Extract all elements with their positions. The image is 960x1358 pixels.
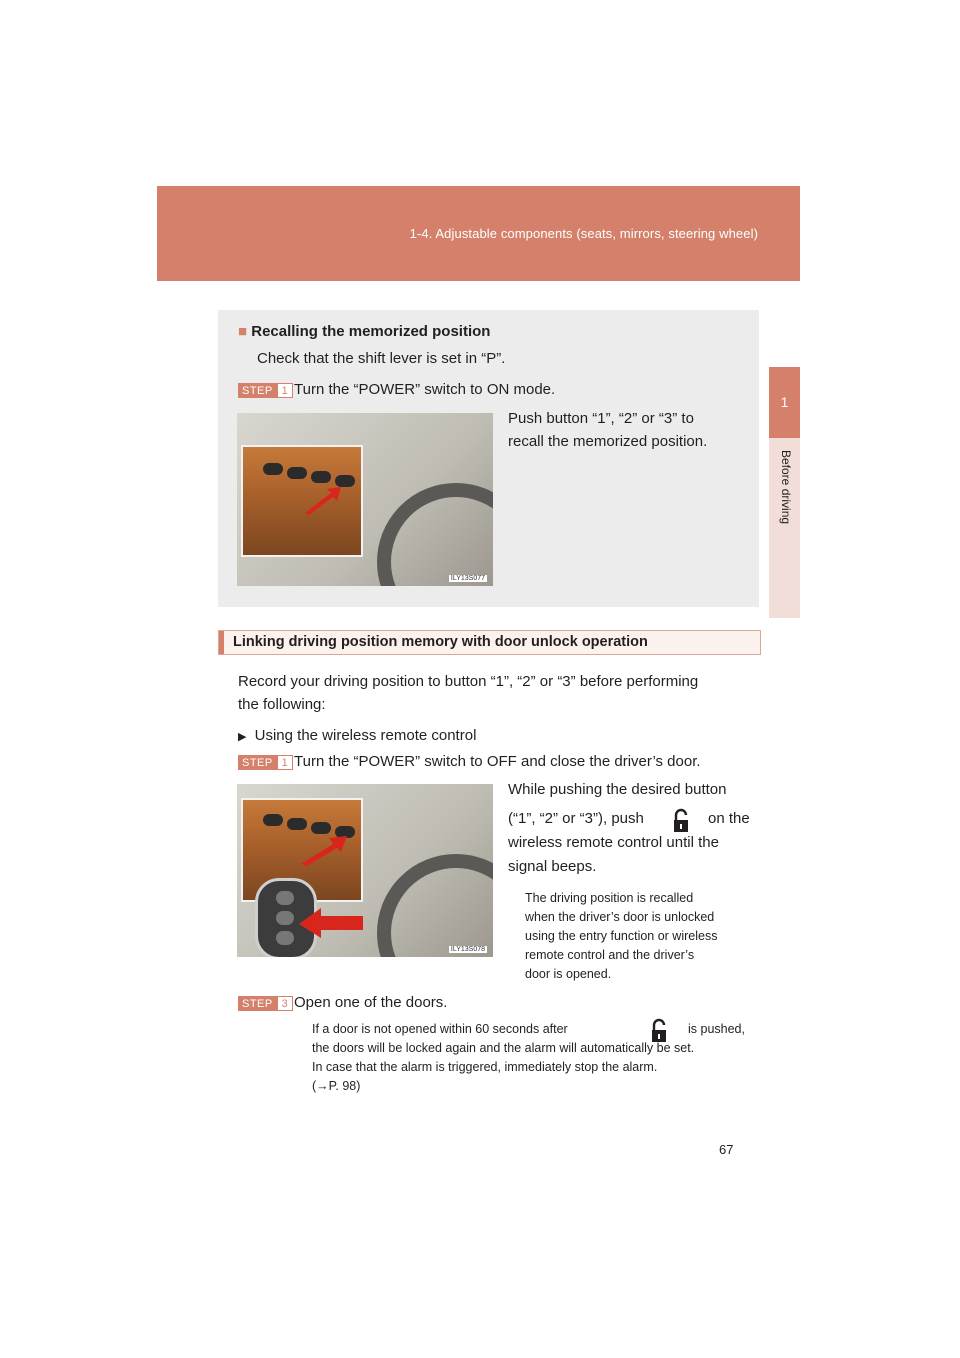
step-number: 1 xyxy=(277,383,293,398)
fob-trunk-button xyxy=(276,931,294,945)
linking-step3-badge xyxy=(238,996,293,1011)
linking-note-line4: remote control and the driver’s xyxy=(525,948,695,962)
step-label: STEP xyxy=(238,755,277,770)
recall-step2-line1: Push button “1”, “2” or “3” to xyxy=(508,410,694,427)
recall-intro: Check that the shift lever is set in “P”. xyxy=(257,350,506,367)
linking-step2-line1: While pushing the desired button xyxy=(508,781,727,798)
square-bullet-icon: ■ xyxy=(238,323,248,340)
memory-button-3 xyxy=(311,822,331,834)
step-number: 3 xyxy=(277,996,293,1011)
memory-button-1 xyxy=(263,463,283,475)
photo-code-1: ILY13S077 xyxy=(450,575,485,582)
bullet-row xyxy=(238,727,476,744)
memory-button-2 xyxy=(287,818,307,830)
linking-step2-line2b: on the xyxy=(708,810,750,827)
memory-button-1 xyxy=(263,814,283,826)
fob-unlock-button xyxy=(276,911,294,925)
fob-lock-button xyxy=(276,891,294,905)
linking-step2-line3: wireless remote control until the xyxy=(508,834,719,851)
step-label: STEP xyxy=(238,383,277,398)
chapter-header-bar xyxy=(157,186,800,281)
steering-wheel-shape xyxy=(377,483,493,586)
linking-note-line3: using the entry function or wireless xyxy=(525,929,718,943)
recall-step1-text: Turn the “POWER” switch to ON mode. xyxy=(294,381,556,398)
memory-buttons-photo xyxy=(237,413,493,586)
remote-control-photo xyxy=(237,784,493,957)
photo-code-2: ILY13S078 xyxy=(450,946,485,953)
footnote-line1a: If a door is not opened within 60 seconds after xyxy=(312,1022,568,1036)
footnote-line4: (→P. 98) xyxy=(312,1079,361,1093)
recall-step2-line2: recall the memorized position. xyxy=(508,433,708,450)
press-arrow-icon xyxy=(303,485,343,515)
side-tab-label: Before driving xyxy=(779,450,793,525)
press-arrow-icon xyxy=(297,902,367,942)
step-label: STEP xyxy=(238,996,277,1011)
footnote-line1b: is pushed, xyxy=(688,1022,745,1036)
bullet-text: Using the wireless remote control xyxy=(254,727,477,744)
heading-accent xyxy=(219,631,224,654)
bullet-arrow-icon: ▶ xyxy=(238,731,247,743)
linking-intro-line2: the following: xyxy=(238,696,326,713)
footnote-line2: the doors will be locked again and the alarm will automatically be set. xyxy=(312,1041,695,1055)
footnote-line3: In case that the alarm is triggered, immediately stop the alarm. xyxy=(312,1060,658,1074)
linking-note-line2: when the driver’s door is unlocked xyxy=(525,910,715,924)
steering-wheel-shape xyxy=(377,854,493,957)
linking-step1-badge xyxy=(238,755,293,770)
linking-section-heading xyxy=(218,630,761,655)
door-panel-closeup xyxy=(241,445,363,557)
linking-note-line1: The driving position is recalled xyxy=(525,891,694,905)
linking-step2-line2a: (“1”, “2” or “3”), push xyxy=(508,810,644,827)
linking-note-line5: door is opened. xyxy=(525,967,612,981)
recall-step1-badge xyxy=(238,383,293,398)
unlock-icon xyxy=(670,808,692,834)
linking-heading-text: Linking driving position memory with door unlock operation xyxy=(233,634,648,650)
memory-button-3 xyxy=(311,471,331,483)
recall-title: Recalling the memorized position xyxy=(251,323,491,340)
memory-button-2 xyxy=(287,467,307,479)
linking-step3-text: Open one of the doors. xyxy=(294,994,448,1011)
page-number: 67 xyxy=(719,1142,734,1157)
side-tab-number: 1 xyxy=(780,394,789,410)
press-arrow-icon xyxy=(299,834,349,866)
linking-step1-text: Turn the “POWER” switch to OFF and close the driver’s door. xyxy=(294,753,701,770)
linking-step2-line4: signal beeps. xyxy=(508,858,597,875)
step-number: 1 xyxy=(277,755,293,770)
recall-title-row xyxy=(238,323,490,340)
chapter-section-title: 1-4. Adjustable components (seats, mirrors, steering wheel) xyxy=(409,226,758,241)
linking-intro-line1: Record your driving position to button “1”, “2” or “3” before performing xyxy=(238,673,699,690)
